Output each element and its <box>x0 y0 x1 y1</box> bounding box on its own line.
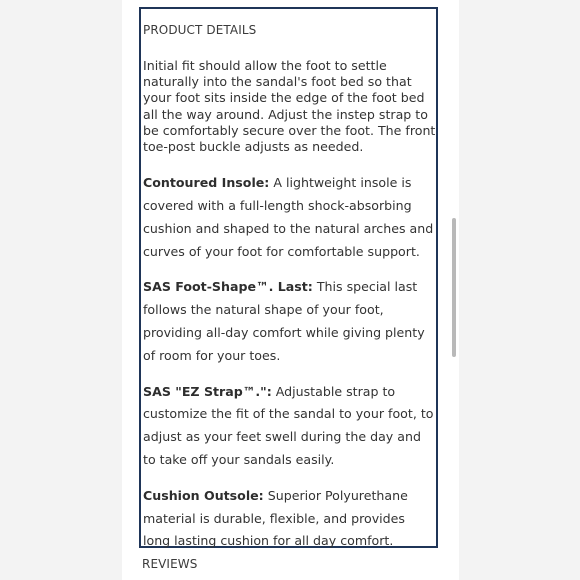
feature-text: Superior Polyurethane material is durable, flexible, and provides long lasting cushion for all day comfort. <box>143 487 408 549</box>
product-fit-description: Initial fit should allow the foot to settle naturally into the sandal's foot bed so that your foot sits inside the edge of the foot bed all the way around. Adjust the instep strap to be comfortably secure over the foot. The front toe-post buckle adjusts as needed. <box>143 58 436 155</box>
product-details-panel <box>139 7 438 548</box>
page-scrollbar-thumb[interactable] <box>452 218 456 357</box>
feature-title: Cushion Outsole: <box>143 487 264 503</box>
feature-contoured-insole <box>143 172 436 263</box>
feature-text: A lightweight insole is covered with a full-length shock-absorbing cushion and shaped to the natural arches and curves of your foot for comfortable support. <box>143 175 434 259</box>
feature-ez-strap <box>143 381 436 472</box>
feature-cushion-outsole <box>143 485 436 553</box>
feature-text: This special last follows the natural shape of your foot, providing all-day comfort while giving plenty of room for your toes. <box>143 279 425 363</box>
feature-text: Adjustable strap to customize the fit of the sandal to your foot, to adjust as your feet swell during the day and to take off your sandals easily. <box>143 383 434 467</box>
product-details-header: PRODUCT DETAILS <box>143 23 257 37</box>
feature-title: SAS Foot-Shape™. Last: <box>143 279 313 295</box>
reviews-header[interactable]: REVIEWS <box>142 557 198 571</box>
feature-title: SAS "EZ Strap™.": <box>143 383 272 399</box>
feature-foot-shape-last <box>143 276 436 367</box>
feature-title: Contoured Insole: <box>143 175 270 191</box>
